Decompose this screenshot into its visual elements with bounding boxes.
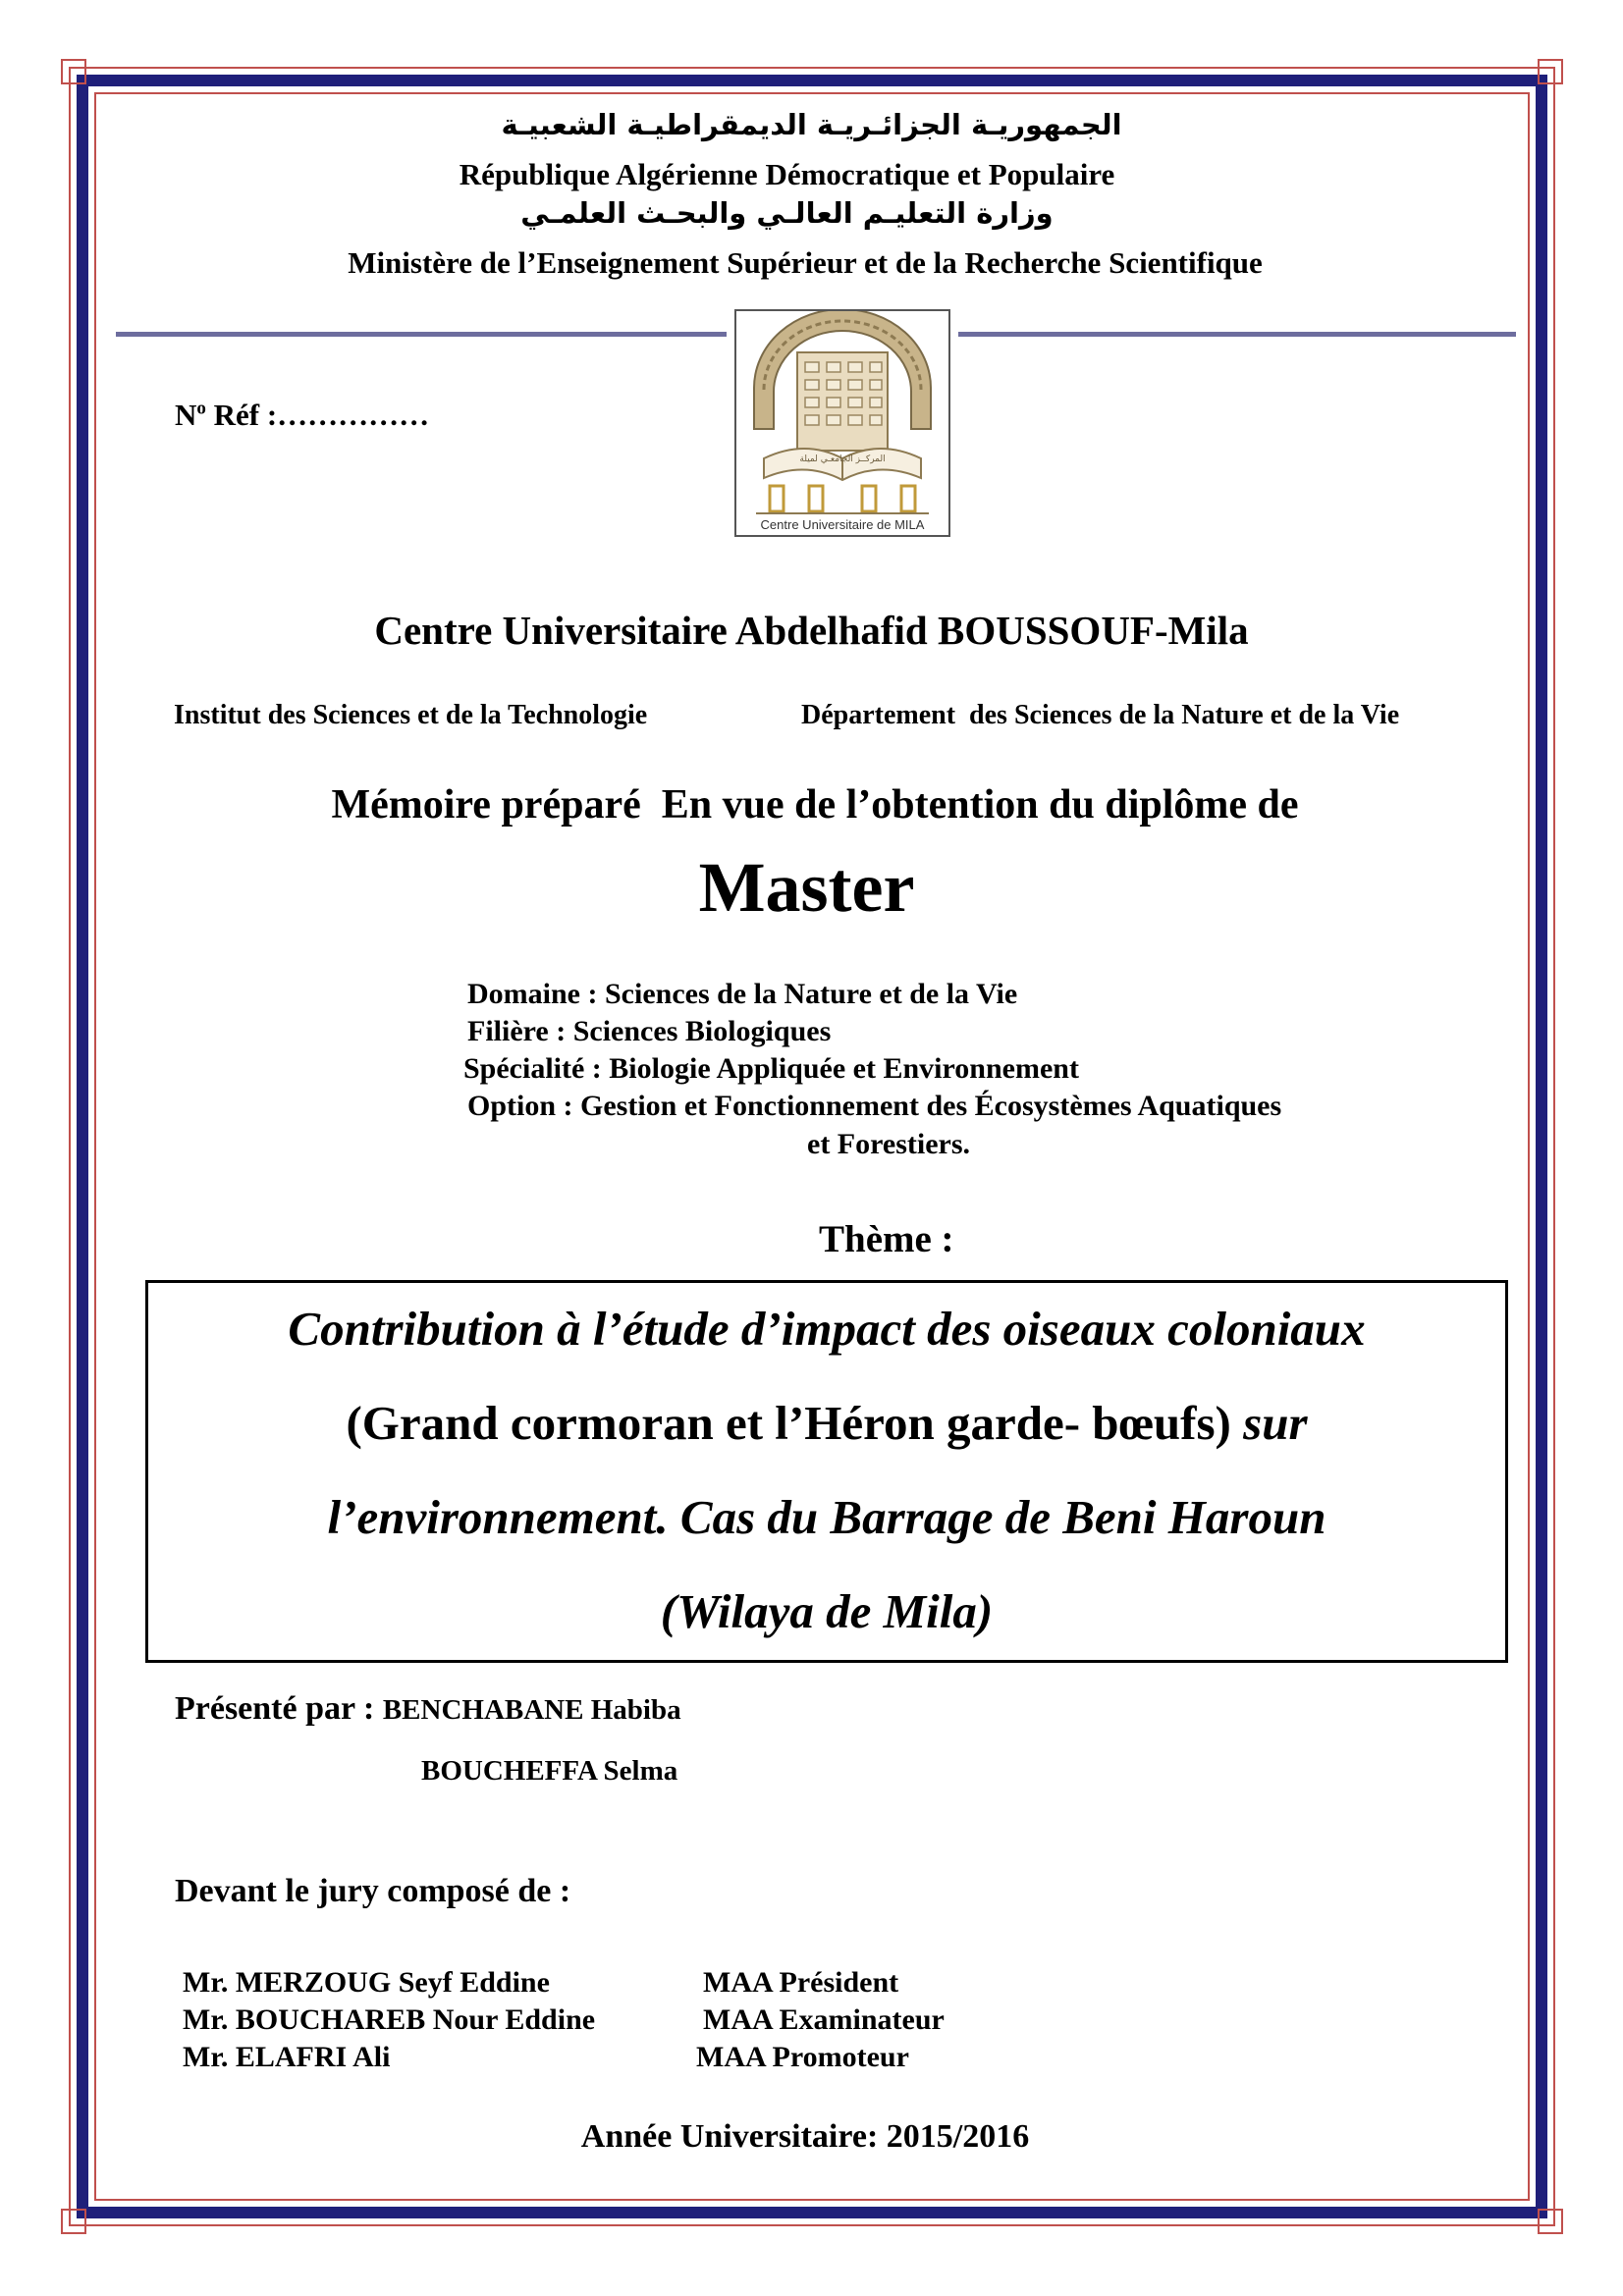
- jury-member-name: Mr. BOUCHAREB Nour Eddine: [183, 2003, 596, 2036]
- header-rule-right: [958, 332, 1516, 337]
- program-option: Option : Gestion et Fonctionnement des Écosystèmes Aquatiques: [467, 1090, 1282, 1122]
- presenters-line: [175, 1690, 681, 1728]
- jury-label: Devant le jury composé de :: [175, 1873, 571, 1909]
- theme-box: [145, 1280, 1508, 1663]
- theme-title-line-4: (Wilaya de Mila): [660, 1584, 994, 1638]
- theme-title-line-2: [148, 1395, 1505, 1451]
- logo-arabic-text: المركــز الجامعـي لميلة: [799, 454, 886, 464]
- theme-label: Thème :: [819, 1218, 954, 1260]
- university-name: Centre Universitaire Abdelhafid BOUSSOUF-Mila: [374, 608, 1249, 653]
- jury-member-role: MAA Président: [703, 1966, 899, 1999]
- program-field: Filière : Sciences Biologiques: [467, 1015, 832, 1047]
- frame-corner-bottom-right: [1538, 2209, 1563, 2234]
- jury-member-role: MAA Promoteur: [696, 2041, 909, 2073]
- presenter-name-1: BENCHABANE Habiba: [382, 1694, 681, 1726]
- header-rule-left: [116, 332, 727, 337]
- university-logo: [734, 309, 950, 537]
- frame-corner-top-left: [61, 59, 86, 84]
- theme-title-line-2-text: (Grand cormoran et l’Héron garde- bœufs): [346, 1396, 1244, 1450]
- theme-title-line-3: l’environnement. Cas du Barrage de Beni Haroun: [327, 1490, 1326, 1544]
- frame-corner-top-right: [1538, 59, 1563, 84]
- arabic-republic-heading: الجمهوريـة الجزائـريـة الديمقراطيـة الشعبيـة: [501, 108, 1122, 141]
- presenters-label: Présenté par :: [175, 1690, 383, 1727]
- program-domain: Domaine : Sciences de la Nature et de la Vie: [467, 978, 1018, 1010]
- jury-member-name: Mr. ELAFRI Ali: [183, 2041, 391, 2073]
- reference-label-sup: o: [196, 398, 206, 419]
- reference-label-rest: Réf :……………: [205, 398, 430, 432]
- degree-title: Master: [698, 848, 915, 927]
- institute-name: Institut des Sciences et de la Technologie: [174, 700, 648, 730]
- academic-year: Année Universitaire: 2015/2016: [580, 2118, 1030, 2155]
- french-republic-heading: République Algérienne Démocratique et Populaire: [459, 157, 1115, 191]
- program-option-continued: et Forestiers.: [807, 1128, 971, 1160]
- reference-number: [175, 398, 429, 433]
- theme-title-line-1: Contribution à l’étude d’impact des oiseaux coloniaux: [288, 1302, 1366, 1356]
- arabic-ministry-heading: وزارة التعليـم العالـي والبحـث العلمـي: [520, 196, 1054, 230]
- program-specialty: Spécialité : Biologie Appliquée et Environnement: [463, 1052, 1079, 1085]
- jury-member-role: MAA Examinateur: [703, 2003, 945, 2036]
- logo-caption: Centre Universitaire de MILA: [760, 517, 925, 532]
- reference-label-prefix: N: [175, 398, 197, 432]
- theme-title-line-2-italic: sur: [1243, 1396, 1308, 1450]
- frame-corner-bottom-left: [61, 2209, 86, 2234]
- degree-intro: Mémoire préparé En vue de l’obtention du diplôme de: [331, 782, 1299, 828]
- jury-member-name: Mr. MERZOUG Seyf Eddine: [183, 1966, 550, 1999]
- presenter-name-2: BOUCHEFFA Selma: [421, 1755, 678, 1787]
- department-name: Département des Sciences de la Nature et de la Vie: [801, 700, 1400, 730]
- university-building-icon: [736, 311, 948, 535]
- french-ministry-heading: Ministère de l’Enseignement Supérieur et de la Recherche Scientifique: [348, 245, 1263, 280]
